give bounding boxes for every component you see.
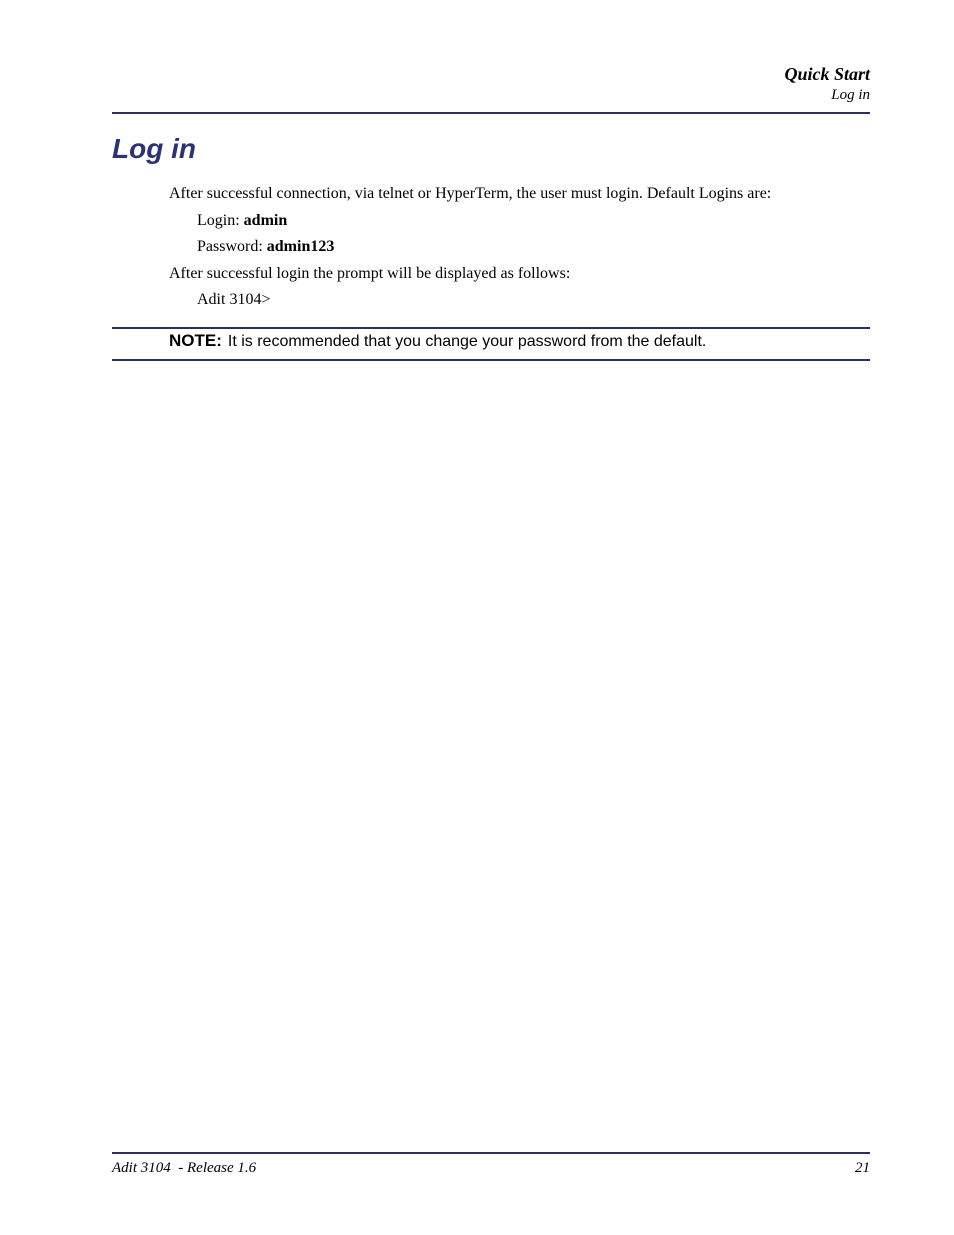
footer-document-title: Adit 3104 - Release 1.6 bbox=[112, 1160, 257, 1176]
note-text: It is recommended that you change your password from the default. bbox=[227, 333, 707, 350]
footer-page-number: 21 bbox=[855, 1160, 870, 1176]
login-value: admin bbox=[243, 212, 288, 229]
header-section: Log in bbox=[831, 87, 870, 103]
note-box bbox=[169, 330, 706, 353]
login-line bbox=[197, 211, 287, 231]
login-label: Login: bbox=[197, 212, 244, 229]
note-label: NOTE: bbox=[169, 331, 222, 350]
page-title: Log in bbox=[112, 133, 196, 164]
intro-paragraph: After successful connection, via telnet or HyperTerm, the user must login. Default Logins are: bbox=[169, 185, 772, 202]
note-top-rule bbox=[112, 327, 870, 329]
password-label: Password: bbox=[197, 238, 267, 255]
prompt-intro-paragraph: After successful login the prompt will be displayed as follows: bbox=[169, 265, 571, 282]
footer-rule bbox=[112, 1152, 870, 1154]
password-value: admin123 bbox=[266, 238, 335, 255]
password-line bbox=[197, 237, 334, 257]
prompt-example: Adit 3104> bbox=[197, 291, 271, 308]
header-rule bbox=[112, 112, 870, 114]
header-chapter: Quick Start bbox=[784, 64, 870, 84]
running-header bbox=[784, 62, 870, 104]
note-bottom-rule bbox=[112, 359, 870, 361]
